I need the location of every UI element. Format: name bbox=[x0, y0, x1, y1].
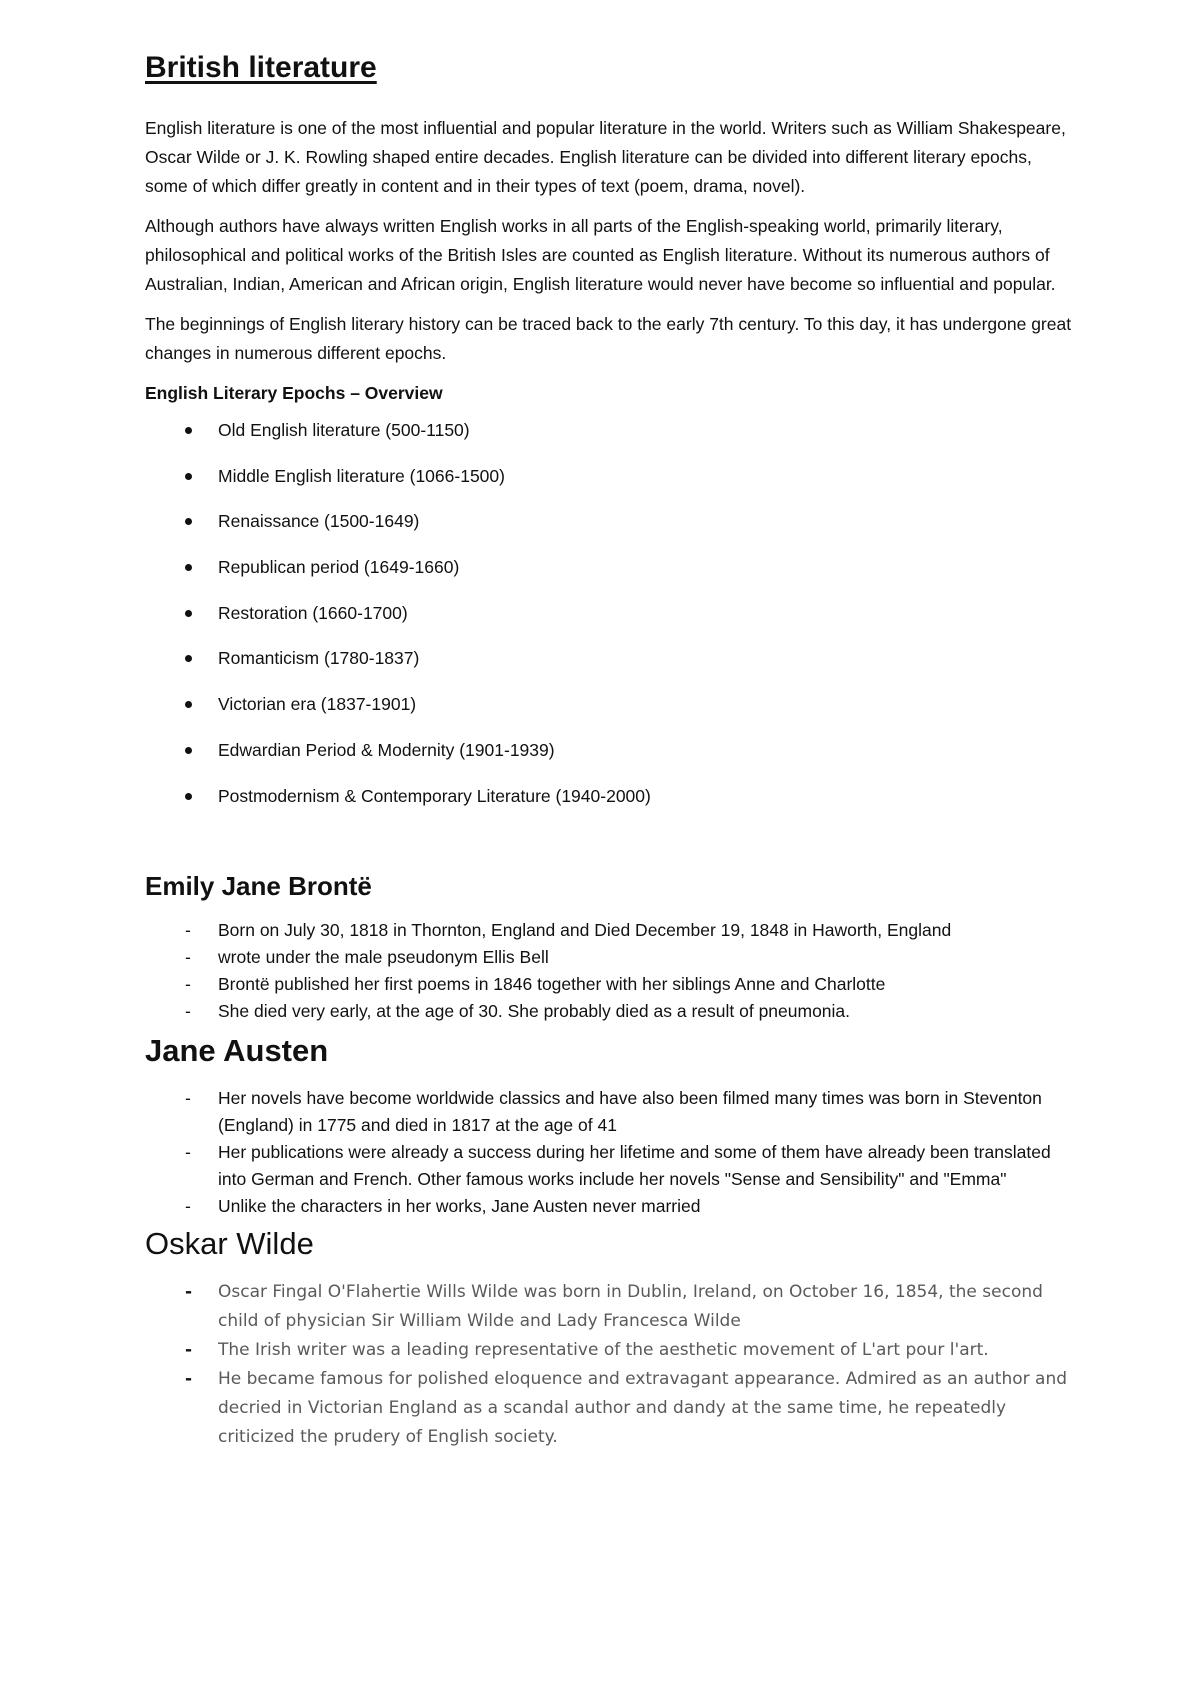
dash-icon: - bbox=[185, 919, 191, 940]
dash-icon: - bbox=[185, 1000, 191, 1021]
emily-bronte-heading: Emily Jane Brontë bbox=[145, 870, 372, 901]
document-page bbox=[145, 40, 1075, 1452]
list-item bbox=[145, 998, 1075, 1025]
epoch-label: Middle English literature (1066-1500) bbox=[218, 465, 505, 486]
list-item bbox=[145, 944, 1075, 971]
list-item-text: She died very early, at the age of 30. She probably died as a result of pneumonia. bbox=[218, 1000, 851, 1021]
list-item bbox=[145, 1278, 1075, 1336]
emily-bronte-list bbox=[145, 917, 1075, 1025]
epoch-item bbox=[145, 736, 1075, 765]
epoch-label: Renaissance (1500-1649) bbox=[218, 511, 420, 532]
epoch-item bbox=[145, 462, 1075, 491]
epoch-item bbox=[145, 690, 1075, 719]
dash-icon: - bbox=[185, 1368, 193, 1389]
list-item bbox=[145, 1193, 1075, 1220]
epoch-label: Edwardian Period & Modernity (1901-1939) bbox=[218, 739, 555, 760]
intro-paragraph: English literature is one of the most influential and popular literature in the world. Writers such as William Shakespeare, Oscar Wilde or J. K. Rowling shaped entire decades. English literature can be divided into different literary epochs, some of which differ greatly in content and in their types of text (poem, drama, novel). bbox=[145, 118, 1066, 196]
epoch-label: Victorian era (1837-1901) bbox=[218, 694, 417, 715]
epochs-heading: English Literary Epochs – Overview bbox=[145, 383, 443, 403]
list-item bbox=[145, 1336, 1075, 1365]
epoch-label: Old English literature (500-1150) bbox=[218, 420, 470, 440]
list-item-text: wrote under the male pseudonym Ellis Bell bbox=[218, 946, 549, 967]
bullet-icon bbox=[185, 793, 192, 800]
list-item-text: Unlike the characters in her works, Jane Austen never married bbox=[218, 1195, 701, 1216]
dash-icon: - bbox=[185, 1087, 191, 1108]
list-item bbox=[145, 917, 1075, 944]
epoch-item bbox=[145, 599, 1075, 628]
list-item-text: Brontë published her first poems in 1846 together with her siblings Anne and Charlotte bbox=[218, 973, 886, 994]
epoch-item bbox=[145, 416, 1075, 445]
list-item-text: Born on July 30, 1818 in Thornton, England and Died December 19, 1848 in Haworth, England bbox=[218, 919, 952, 940]
bullet-icon bbox=[185, 655, 192, 662]
list-item-text: Oscar Fingal O'Flahertie Wills Wilde was born in Dublin, Ireland, on October 16, 1854, the second child of physician Sir William Wilde and Lady Francesca Wilde bbox=[218, 1281, 1043, 1331]
dash-icon: - bbox=[185, 1195, 191, 1216]
epoch-item bbox=[145, 553, 1075, 582]
list-item-text: The Irish writer was a leading representative of the aesthetic movement of L'art pour l'art. bbox=[218, 1339, 989, 1360]
dash-icon: - bbox=[185, 1339, 193, 1360]
list-item-text: Her publications were already a success during her lifetime and some of them have already been translated into German and French. Other famous works include her novels "Sense and Sensibility" and "Emma" bbox=[218, 1141, 1051, 1189]
jane-austen-list bbox=[145, 1085, 1075, 1220]
bullet-icon bbox=[185, 518, 192, 525]
bullet-icon bbox=[185, 564, 192, 571]
oskar-wilde-heading: Oskar Wilde bbox=[145, 1225, 314, 1261]
epoch-label: Republican period (1649-1660) bbox=[218, 557, 460, 578]
bullet-icon bbox=[185, 473, 192, 480]
epoch-label: Postmodernism & Contemporary Literature (1940-2000) bbox=[218, 785, 651, 806]
document-title: British literature bbox=[145, 51, 377, 84]
bullet-icon bbox=[185, 747, 192, 754]
list-item-text: He became famous for polished eloquence and extravagant appearance. Admired as an author and decried in Victorian England as a scandal author and dandy at the same time, he repeatedly criticized the prudery of English society. bbox=[218, 1368, 1068, 1447]
list-item-text: Her novels have become worldwide classics and have also been filmed many times was born in Steventon (England) in 1775 and died in 1817 at the age of 41 bbox=[218, 1087, 1042, 1135]
epoch-label: Romanticism (1780-1837) bbox=[218, 648, 420, 669]
epochs-list bbox=[145, 416, 1075, 811]
dash-icon: - bbox=[185, 1281, 193, 1302]
list-item bbox=[145, 1139, 1075, 1193]
list-item bbox=[145, 1085, 1075, 1139]
dash-icon: - bbox=[185, 973, 191, 994]
dash-icon: - bbox=[185, 1141, 191, 1162]
epoch-label: Restoration (1660-1700) bbox=[218, 602, 408, 623]
bullet-icon bbox=[185, 427, 192, 434]
dash-icon: - bbox=[185, 946, 191, 967]
bullet-icon bbox=[185, 610, 192, 617]
bullet-icon bbox=[185, 701, 192, 708]
epoch-item bbox=[145, 507, 1075, 536]
list-item bbox=[145, 971, 1075, 998]
history-paragraph: The beginnings of English literary history can be traced back to the early 7th century. To this day, it has undergone great changes in numerous different epochs. bbox=[145, 314, 1072, 363]
authors-paragraph: Although authors have always written English works in all parts of the English-speaking world, primarily literary, philosophical and political works of the British Isles are counted as English literature. Without its numerous authors of Australian, Indian, American and African origin, English literature would never have become so influential and popular. bbox=[145, 216, 1056, 294]
jane-austen-heading: Jane Austen bbox=[145, 1032, 329, 1068]
epoch-item bbox=[145, 782, 1075, 811]
epoch-item bbox=[145, 644, 1075, 673]
oskar-wilde-list bbox=[145, 1278, 1075, 1452]
list-item bbox=[145, 1365, 1075, 1452]
